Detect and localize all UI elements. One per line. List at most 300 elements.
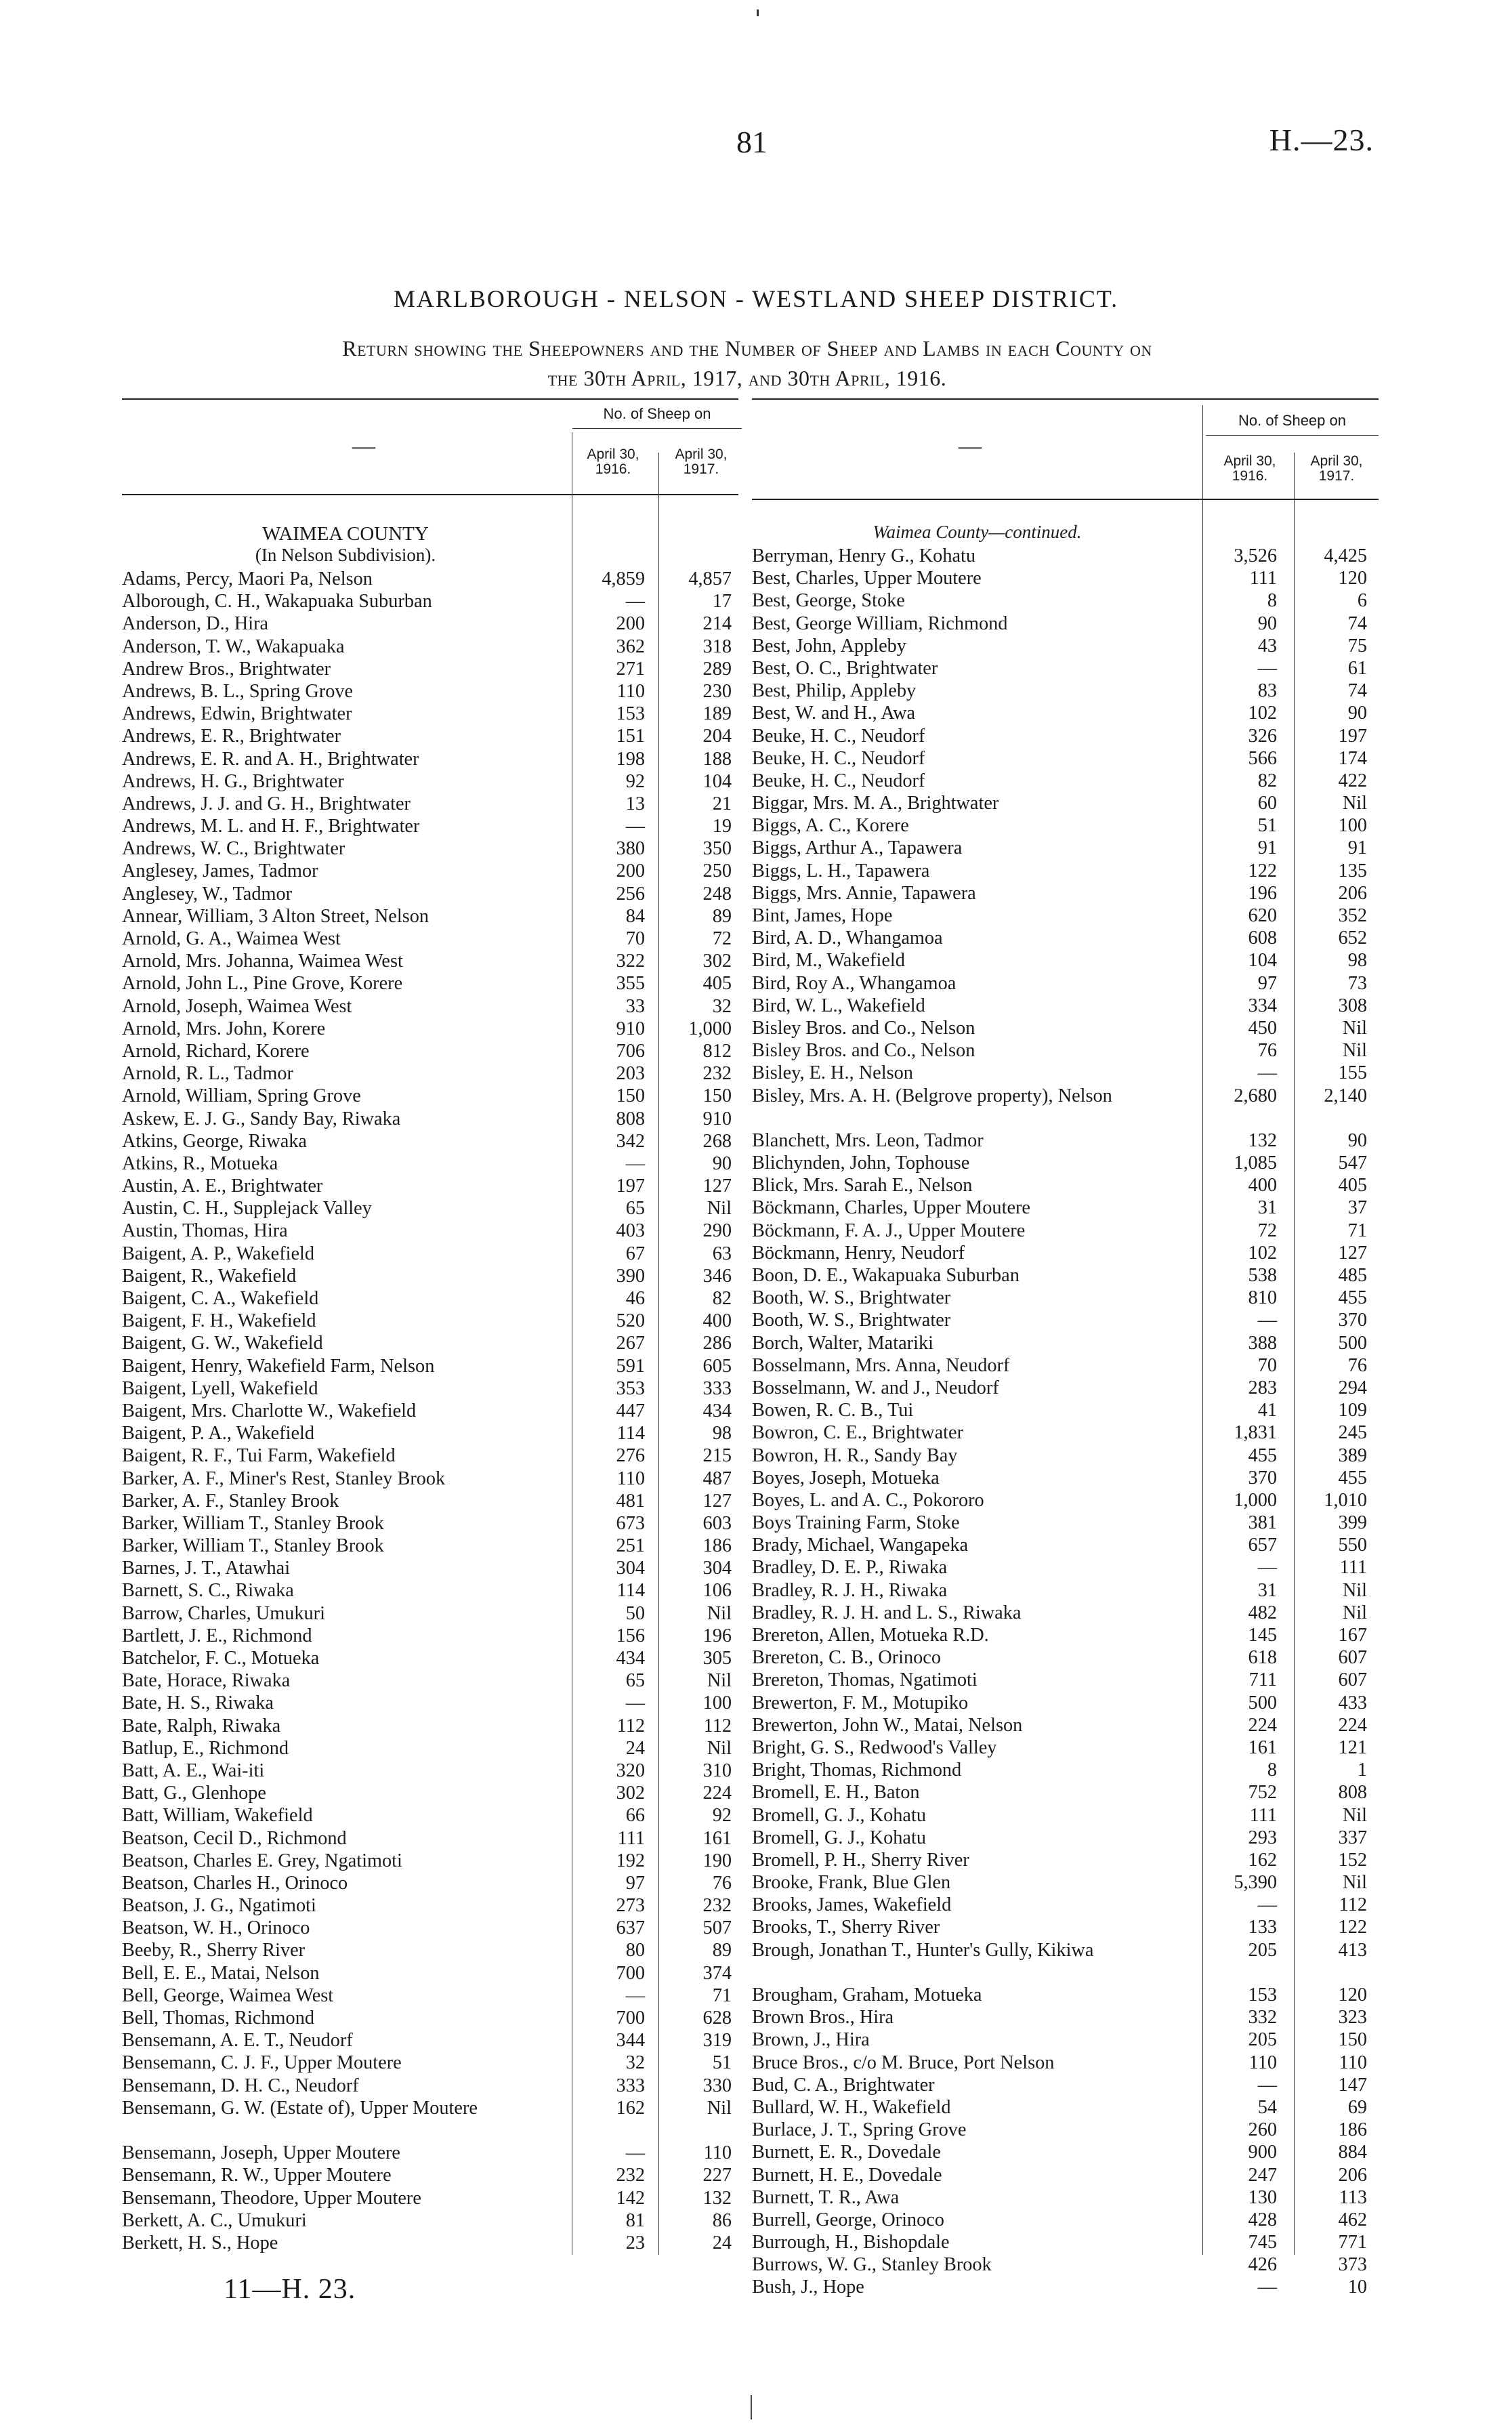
- sheep-1917: 100: [1338, 815, 1367, 837]
- owner-name: Best, George, Stoke: [752, 590, 905, 612]
- sheep-1917: 413: [1338, 1939, 1367, 1961]
- owner-name: Burnett, T. R., Awa: [752, 2186, 900, 2208]
- sheep-1917: Nil: [707, 1670, 732, 1692]
- sheep-1916: —: [1257, 1310, 1277, 1331]
- sheep-1917: 628: [702, 2008, 732, 2029]
- owner-name: Boyes, L. and A. C., Pokororo: [752, 1489, 984, 1511]
- table-row: [752, 702, 1379, 724]
- sheep-1917: 433: [1338, 1692, 1367, 1713]
- owner-name: Bensemann, A. E. T., Neudorf: [122, 2030, 353, 2052]
- owner-name: Bensemann, G. W. (Estate of), Upper Moutere: [122, 2097, 478, 2119]
- owner-name: Biggs, Mrs. Annie, Tapawera: [752, 882, 976, 904]
- table-row: [122, 1197, 738, 1220]
- sheep-1917: 74: [1347, 612, 1367, 634]
- sheep-1916: 132: [1248, 1129, 1277, 1151]
- owner-name: Biggar, Mrs. M. A., Brightwater: [752, 793, 999, 814]
- table-row: [122, 703, 738, 725]
- owner-name: Atkins, R., Motueka: [122, 1152, 278, 1174]
- sheep-1917: 112: [1339, 1894, 1367, 1916]
- owner-name: Arnold, Richard, Korere: [122, 1040, 310, 1062]
- sheep-1917: 89: [712, 905, 732, 927]
- header-rule: [122, 494, 738, 495]
- owner-name: Burnett, H. E., Dovedale: [752, 2164, 942, 2186]
- left-table: [122, 398, 738, 2255]
- sheep-1916: 197: [616, 1176, 645, 1197]
- sheep-1917: 389: [1338, 1444, 1367, 1466]
- sheep-1917: 323: [1338, 2007, 1367, 2029]
- sheep-1916: 1,000: [1234, 1489, 1277, 1511]
- sheep-1916: 706: [616, 1040, 645, 1062]
- table-row: [752, 635, 1379, 657]
- sheep-1917: 603: [702, 1512, 732, 1534]
- sheep-1917: 111: [1339, 1557, 1367, 1579]
- sheep-1917: 76: [1347, 1354, 1367, 1376]
- sheep-1917: 434: [702, 1400, 732, 1421]
- table-row: [752, 1556, 1379, 1579]
- table-row: [752, 1737, 1379, 1759]
- sheep-1917: 37: [1347, 1197, 1367, 1219]
- sheep-1917: 224: [702, 1783, 732, 1804]
- owner-name: Beatson, W. H., Orinoco: [122, 1917, 310, 1939]
- table-row: [752, 1152, 1379, 1174]
- owner-name: Best, Philip, Appleby: [752, 680, 917, 702]
- table-row: [122, 590, 738, 612]
- sheep-1917: 884: [1338, 2142, 1367, 2163]
- sheep-1917: 89: [712, 1940, 732, 1961]
- sheep-1916: 81: [625, 2209, 645, 2231]
- table-row: [122, 1243, 738, 1265]
- owner-name: Bruce Bros., c/o M. Bruce, Port Nelson: [752, 2052, 1055, 2073]
- sheep-1917: Nil: [707, 2097, 732, 2119]
- table-row: [752, 1849, 1379, 1871]
- sheep-1916: 910: [616, 1018, 645, 1039]
- owner-name: Bell, George, Waimea West: [122, 1984, 334, 2006]
- table-row: [122, 658, 738, 680]
- sheep-1917: 32: [712, 995, 732, 1017]
- sheep-1917: 63: [712, 1243, 732, 1264]
- table-row: [122, 1872, 738, 1894]
- sheep-1917: 113: [1339, 2186, 1367, 2208]
- sheep-1917: 214: [702, 613, 732, 635]
- owner-name: Bosselmann, W. and J., Neudorf: [752, 1377, 999, 1398]
- table-row: [752, 2276, 1379, 2298]
- table-row: [752, 1827, 1379, 1849]
- sheep-1917: 167: [1338, 1625, 1367, 1646]
- table-row: [752, 1489, 1379, 1512]
- sheep-1917: 455: [1338, 1287, 1367, 1309]
- sheep-1917: 400: [702, 1310, 732, 1332]
- table-row: [122, 905, 738, 928]
- sheep-1917: 370: [1338, 1310, 1367, 1331]
- name-column-header: —: [352, 434, 375, 459]
- owner-name: Bowron, C. E., Brightwater: [752, 1422, 964, 1444]
- table-row: [752, 837, 1379, 859]
- owner-name: Beatson, J. G., Ngatimoti: [122, 1895, 316, 1917]
- owner-name: Beuke, H. C., Neudorf: [752, 770, 925, 791]
- sheep-1917: 155: [1338, 1062, 1367, 1084]
- sheep-1916: 110: [1248, 2052, 1277, 2073]
- sheep-1917: 215: [702, 1445, 732, 1467]
- owner-name: Bird, Roy A., Whangamoa: [752, 972, 957, 994]
- sheep-1917: 82: [712, 1288, 732, 1309]
- sheep-1917: 607: [1338, 1647, 1367, 1669]
- sheep-1917: 186: [1338, 2119, 1367, 2141]
- table-row: [752, 725, 1379, 747]
- owner-name: Bisley Bros. and Co., Nelson: [752, 1017, 975, 1039]
- sheep-1916: 162: [1248, 1849, 1277, 1871]
- table-row: [122, 1512, 738, 1535]
- sheep-1916: —: [1257, 1557, 1277, 1579]
- owner-name: Batchelor, F. C., Motueka: [122, 1648, 320, 1669]
- sheep-1917: 91: [1347, 837, 1367, 859]
- sheep-1916: 5,390: [1234, 1872, 1277, 1894]
- table-row: [752, 1534, 1379, 1556]
- owner-name: Bradley, R. J. H., Riwaka: [752, 1579, 948, 1601]
- sheep-1916: 362: [616, 636, 645, 657]
- sheep-1917: Nil: [1342, 1804, 1367, 1826]
- table-row: [752, 2074, 1379, 2096]
- sheep-1917: 120: [1338, 568, 1367, 589]
- table-row: [122, 1490, 738, 1512]
- sheep-1917: 206: [1338, 882, 1367, 904]
- sheep-1916: 205: [1248, 2029, 1277, 2051]
- sheep-1916: 304: [616, 1558, 645, 1579]
- table-row: [752, 1220, 1379, 1242]
- table-row: [122, 860, 738, 882]
- table-row: [122, 748, 738, 770]
- sheep-1916: 198: [616, 748, 645, 770]
- sheep-1916: 60: [1257, 793, 1277, 814]
- left-rows: [122, 568, 738, 2254]
- table-row: [752, 860, 1379, 882]
- owner-name: Borch, Walter, Matariki: [752, 1332, 933, 1354]
- owner-name: Baigent, Lyell, Wakefield: [122, 1377, 318, 1399]
- table-row: [752, 2029, 1379, 2051]
- sheep-1916: 72: [1257, 1220, 1277, 1241]
- sheep-1916: 142: [616, 2187, 645, 2209]
- sheep-1916: —: [1257, 657, 1277, 679]
- table-row: [122, 1760, 738, 1782]
- sheep-1916: 153: [616, 703, 645, 725]
- table-row: [122, 1310, 738, 1332]
- sheep-1917: 290: [702, 1220, 732, 1242]
- sheep-1917: 1,000: [688, 1018, 732, 1039]
- sheep-1916: 566: [1248, 747, 1277, 769]
- table-row: [122, 568, 738, 590]
- owner-name: Anderson, T. W., Wakapuaka: [122, 636, 345, 657]
- sheep-1917: 10: [1347, 2276, 1367, 2298]
- table-row: [752, 1646, 1379, 1669]
- sheep-1916: 353: [616, 1377, 645, 1399]
- sheep-1917: 21: [712, 793, 732, 814]
- sheep-1917: 69: [1347, 2096, 1367, 2118]
- sheep-1916: 388: [1248, 1332, 1277, 1354]
- owner-name: Beuke, H. C., Neudorf: [752, 747, 925, 769]
- table-row: [752, 2119, 1379, 2141]
- sheep-1917: 86: [712, 2209, 732, 2231]
- sheep-1917: Nil: [707, 1737, 732, 1759]
- sheep-1916: 450: [1248, 1017, 1277, 1039]
- table-row: [752, 2209, 1379, 2231]
- table-row: [752, 1984, 1379, 2006]
- column-header-1916: April 30, 1916.: [1223, 453, 1276, 484]
- sheep-1917: 6: [1357, 590, 1367, 612]
- print-speck: [757, 9, 759, 16]
- sheep-1916: 224: [1248, 1714, 1277, 1736]
- sheep-1917: 2,140: [1324, 1085, 1367, 1106]
- sheep-1917: 330: [702, 2075, 732, 2096]
- sheep-1916: —: [625, 2142, 645, 2164]
- sheep-1917: 127: [1338, 1242, 1367, 1264]
- sheep-1917: 98: [712, 1423, 732, 1444]
- sheep-1917: 652: [1338, 928, 1367, 949]
- sheep-1917: 346: [702, 1265, 732, 1287]
- sheep-1917: 812: [702, 1040, 732, 1062]
- sheep-1917: 350: [702, 838, 732, 860]
- table-row: [122, 1984, 738, 2007]
- sheep-1917: 605: [702, 1355, 732, 1377]
- sheep-1916: 447: [616, 1400, 645, 1421]
- table-row: [122, 995, 738, 1018]
- sheep-1916: 130: [1248, 2186, 1277, 2208]
- table-row: [122, 1377, 738, 1400]
- sheep-1917: 268: [702, 1130, 732, 1152]
- sheep-1916: 13: [625, 793, 645, 814]
- sheep-1916: 8: [1267, 1760, 1277, 1781]
- table-row: [122, 636, 738, 658]
- sheep-1916: —: [625, 1692, 645, 1714]
- sheep-1916: 657: [1248, 1535, 1277, 1556]
- sheep-count-header: No. of Sheep on: [572, 405, 742, 429]
- owner-name: Brooks, James, Wakefield: [752, 1894, 952, 1916]
- table-row: [122, 1827, 738, 1850]
- sheep-1916: 342: [616, 1130, 645, 1152]
- table-row: [752, 612, 1379, 635]
- owner-name: Beatson, Charles H., Orinoco: [122, 1872, 348, 1894]
- sheep-1917: 147: [1338, 2074, 1367, 2096]
- sheep-1916: 80: [625, 1940, 645, 1961]
- sheep-1916: 400: [1248, 1175, 1277, 1197]
- sheep-1916: 1,085: [1234, 1152, 1277, 1174]
- owner-name: Baigent, G. W., Wakefield: [122, 1333, 323, 1354]
- owner-name: Barker, William T., Stanley Brook: [122, 1512, 384, 1534]
- owner-name: Brady, Michael, Wangapeka: [752, 1535, 969, 1556]
- sheep-1916: 620: [1248, 905, 1277, 926]
- sheep-1916: 111: [617, 1827, 645, 1849]
- table-row: [122, 1850, 738, 1872]
- owner-name: Arnold, Mrs. Johanna, Waimea West: [122, 951, 403, 972]
- table-row: [752, 1129, 1379, 1152]
- owner-name: Best, John, Appleby: [752, 635, 906, 657]
- sheep-1917: Nil: [1342, 793, 1367, 814]
- sheep-1917: 90: [1347, 1129, 1367, 1151]
- owner-name: Bromell, P. H., Sherry River: [752, 1849, 969, 1871]
- sheep-1917: 808: [1338, 1782, 1367, 1804]
- sheep-1917: 1,010: [1324, 1489, 1367, 1511]
- table-row: [122, 1332, 738, 1354]
- sheep-1917: 224: [1338, 1714, 1367, 1736]
- sheep-1917: 189: [702, 703, 732, 725]
- owner-name: Bensemann, Theodore, Upper Moutere: [122, 2187, 421, 2209]
- owner-name: Brougham, Graham, Motueka: [752, 1984, 982, 2006]
- table-row: [122, 2052, 738, 2074]
- sheep-1917: 112: [703, 1715, 732, 1737]
- table-row: [752, 1264, 1379, 1287]
- owner-name: Arnold, R. L., Tadmor: [122, 1063, 293, 1085]
- sheep-1916: 114: [616, 1580, 645, 1602]
- sheep-1916: 114: [616, 1423, 645, 1444]
- owner-name: Bright, G. S., Redwood's Valley: [752, 1737, 997, 1758]
- owner-name: Berkett, H. S., Hope: [122, 2232, 278, 2253]
- owner-name: Brereton, Thomas, Ngatimoti: [752, 1669, 978, 1691]
- owner-name: Andrews, Edwin, Brightwater: [122, 703, 352, 725]
- name-column-header: —: [959, 434, 982, 459]
- sheep-1917: 186: [702, 1535, 732, 1557]
- owner-name: Adams, Percy, Maori Pa, Nelson: [122, 568, 373, 589]
- sheep-1916: 355: [616, 973, 645, 995]
- owner-name: Arnold, G. A., Waimea West: [122, 928, 341, 949]
- table-row: [752, 1354, 1379, 1377]
- sheep-1917: 19: [712, 816, 732, 837]
- table-row: [122, 1782, 738, 1804]
- table-row: [752, 2141, 1379, 2163]
- sheep-1916: 247: [1248, 2164, 1277, 2186]
- table-row: [122, 2097, 738, 2142]
- sheep-1916: 104: [1248, 950, 1277, 972]
- table-row: [122, 2075, 738, 2097]
- sheep-1917: 135: [1338, 860, 1367, 881]
- table-row: [752, 657, 1379, 680]
- sheep-1916: 67: [625, 1243, 645, 1264]
- sheep-1916: 380: [616, 838, 645, 860]
- owner-name: Best, O. C., Brightwater: [752, 657, 938, 679]
- sheep-1917: 245: [1338, 1422, 1367, 1444]
- table-row: [122, 1557, 738, 1579]
- sheep-1916: 84: [625, 905, 645, 927]
- owner-name: Andrew Bros., Brightwater: [122, 658, 331, 680]
- sheep-1917: 61: [1347, 657, 1367, 679]
- sheep-1917: 308: [1338, 995, 1367, 1016]
- owner-name: Beatson, Charles E. Grey, Ngatimoti: [122, 1850, 402, 1871]
- sheep-1916: 752: [1248, 1782, 1277, 1804]
- owner-name: Batt, William, Wakefield: [122, 1805, 313, 1827]
- sheep-1916: 203: [616, 1063, 645, 1085]
- sheep-1916: —: [625, 816, 645, 837]
- owner-name: Arnold, William, Spring Grove: [122, 1085, 361, 1107]
- sheep-1917: 188: [702, 748, 732, 770]
- sheep-1917: 337: [1338, 1827, 1367, 1848]
- owner-name: Brewerton, John W., Matai, Nelson: [752, 1714, 1023, 1736]
- table-row: [752, 1062, 1379, 1084]
- table-row: [752, 1174, 1379, 1197]
- sheep-1917: 150: [1338, 2029, 1367, 2051]
- sheep-1917: 206: [1338, 2164, 1367, 2186]
- sheep-1917: 500: [1338, 1332, 1367, 1354]
- sheep-1916: 205: [1248, 1939, 1277, 1961]
- table-row: [122, 793, 738, 815]
- table-row: [122, 928, 738, 950]
- sheep-1917: 4,425: [1324, 545, 1367, 566]
- table-row: [752, 567, 1379, 589]
- sheep-1916: 51: [1257, 815, 1277, 837]
- table-row: [752, 2186, 1379, 2209]
- sheep-1916: —: [1257, 1062, 1277, 1084]
- sheep-1917: 507: [702, 1917, 732, 1939]
- owner-name: Alborough, C. H., Wakapuaka Suburban: [122, 591, 432, 612]
- sheep-1917: 248: [702, 883, 732, 904]
- sheep-1917: 547: [1338, 1152, 1367, 1174]
- table-row: [752, 2096, 1379, 2119]
- sheep-1916: 200: [616, 613, 645, 635]
- owner-name: Bud, C. A., Brightwater: [752, 2074, 935, 2096]
- owner-name: Bensemann, C. J. F., Upper Moutere: [122, 2052, 402, 2074]
- table-row: [752, 680, 1379, 702]
- right-rows: [752, 545, 1379, 2299]
- table-row: [752, 1332, 1379, 1354]
- sheep-1916: 2,680: [1234, 1085, 1277, 1106]
- sheep-1917: 120: [1338, 1984, 1367, 2006]
- sheep-1916: —: [625, 1984, 645, 2006]
- sheep-1916: 700: [616, 2008, 645, 2029]
- table-row: [122, 2209, 738, 2232]
- owner-name: Brown Bros., Hira: [752, 2007, 894, 2029]
- sheep-1916: 344: [616, 2030, 645, 2052]
- owner-name: Beuke, H. C., Neudorf: [752, 725, 925, 747]
- table-row: [752, 747, 1379, 770]
- sheep-1917: 771: [1338, 2232, 1367, 2253]
- table-row: [122, 1692, 738, 1714]
- sheep-1916: 322: [616, 951, 645, 972]
- sheep-1916: 251: [616, 1535, 645, 1557]
- sheep-1916: 111: [1249, 1804, 1277, 1826]
- table-row: [752, 1871, 1379, 1894]
- owner-name: Beatson, Cecil D., Richmond: [122, 1827, 347, 1849]
- owner-name: Bate, Ralph, Riwaka: [122, 1715, 281, 1737]
- sheep-1916: 41: [1257, 1400, 1277, 1421]
- sheep-1916: 326: [1248, 725, 1277, 747]
- sheep-1917: 110: [703, 2142, 732, 2164]
- owner-name: Berkett, A. C., Umukuri: [122, 2209, 307, 2231]
- sheep-1917: 71: [712, 1984, 732, 2006]
- sheep-1917: 17: [712, 591, 732, 612]
- table-top-rule: [122, 398, 738, 400]
- owner-name: Bullard, W. H., Wakefield: [752, 2096, 951, 2118]
- owner-name: Bisley Bros. and Co., Nelson: [752, 1040, 975, 1062]
- owner-name: Bromell, E. H., Baton: [752, 1782, 920, 1804]
- sheep-1916: 482: [1248, 1602, 1277, 1623]
- table-row: [122, 1669, 738, 1692]
- sheep-1917: Nil: [1342, 1017, 1367, 1039]
- owner-name: Blanchett, Mrs. Leon, Tadmor: [752, 1129, 984, 1151]
- sheep-1917: 304: [702, 1558, 732, 1579]
- table-row: [122, 1085, 738, 1107]
- table-row: [752, 1467, 1379, 1489]
- owner-name: Arnold, Mrs. John, Korere: [122, 1018, 326, 1039]
- table-row: [752, 949, 1379, 972]
- table-row: [122, 2029, 738, 2052]
- sheep-1917: 76: [712, 1872, 732, 1894]
- sheep-1917: 250: [702, 860, 732, 882]
- sheep-1916: 520: [616, 1310, 645, 1332]
- sheep-1916: 31: [1257, 1579, 1277, 1601]
- sheep-1916: 810: [1248, 1287, 1277, 1309]
- sheep-1916: 110: [616, 1468, 645, 1489]
- table-row: [122, 1355, 738, 1377]
- sheep-1916: 92: [625, 770, 645, 792]
- table-row: [122, 1804, 738, 1827]
- owner-name: Baigent, A. P., Wakefield: [122, 1243, 315, 1264]
- owner-name: Burnett, E. R., Dovedale: [752, 2142, 941, 2163]
